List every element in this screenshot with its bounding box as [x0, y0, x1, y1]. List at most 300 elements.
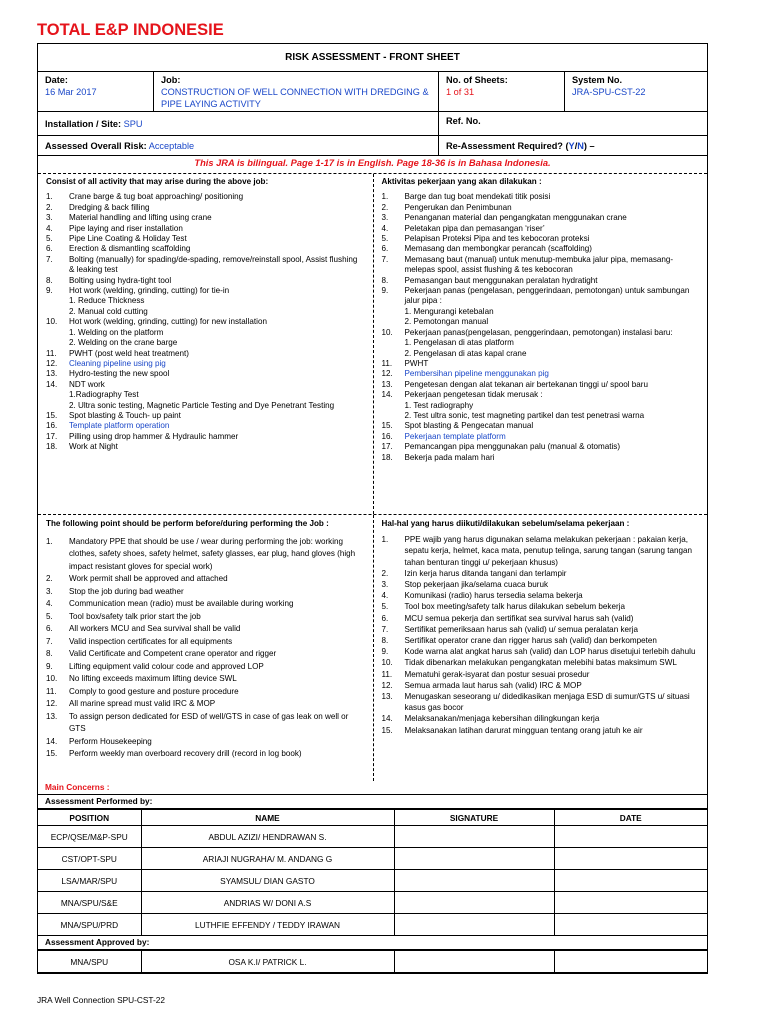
- list-item: [46, 359, 365, 369]
- list-item: [382, 432, 700, 442]
- item-number: 13.: [381, 379, 393, 389]
- activities-id-list: [382, 192, 700, 463]
- item-text: Pemasangan baut menggunakan peralatan hydratight: [404, 275, 598, 285]
- item-text: Spot blasting & Pengecatan manual: [404, 421, 534, 431]
- table-row: [38, 951, 707, 973]
- list-item: [46, 586, 365, 599]
- list-item: [46, 623, 365, 636]
- item-text: PWHT: [404, 358, 429, 368]
- item-text: Bolting (manually) for spading/de-spading, remove/reinstall spool, Assist flushing & leaking test: [69, 254, 358, 275]
- sheet-title: RISK ASSESSMENT - FRONT SHEET: [38, 44, 707, 72]
- item-number: 7.: [381, 254, 389, 264]
- item-text: Pemancangan pipa menggunakan palu (manual & otomatis): [404, 442, 621, 452]
- item-number: 12.: [381, 680, 393, 690]
- item-number: 15.: [46, 410, 58, 420]
- item-text: Perform weekly man overboard recovery drill (record in log book): [69, 749, 302, 758]
- item-number: 8.: [46, 275, 53, 285]
- reassess-end: ) –: [583, 141, 595, 151]
- date-cell: [554, 892, 707, 914]
- item-text: NDT work: [69, 379, 105, 389]
- reassess-no: N: [577, 141, 584, 151]
- item-text: Template platform operation: [69, 421, 170, 431]
- list-item: [382, 390, 700, 400]
- name-cell: OSA K.I/ PATRICK L.: [141, 951, 394, 973]
- item-number: 15.: [381, 421, 393, 431]
- precautions-en-heading: The following point should be perform before/during performing the Job :: [46, 519, 329, 528]
- list-item: [46, 673, 365, 686]
- item-text: PWHT (post weld heat treatment): [69, 348, 189, 358]
- sheets-cell: [438, 72, 564, 111]
- item-number: 15.: [381, 725, 393, 735]
- date-cell: [554, 951, 707, 973]
- position-cell: MNA/SPU/PRD: [38, 914, 141, 936]
- list-item: [382, 380, 700, 390]
- item-text: 2. Test ultra sonic, test magneting partikel dan test penetrasi warna: [404, 410, 645, 420]
- item-text: Valid inspection certificates for all equipments: [69, 636, 233, 646]
- date-value: 16 Mar 2017: [45, 87, 97, 97]
- item-number: 5.: [46, 611, 53, 621]
- table-row: [38, 848, 707, 870]
- list-item: [382, 669, 700, 680]
- list-item: [46, 411, 365, 421]
- item-text: Valid Certificate and Competent crane operator and rigger: [69, 649, 277, 658]
- item-number: 14.: [46, 379, 58, 389]
- table-row: [38, 892, 707, 914]
- list-item: [46, 536, 365, 574]
- sheets-label: No. of Sheets:: [446, 75, 508, 85]
- name-cell: ARIAJI NUGRAHA/ M. ANDANG G: [141, 848, 394, 870]
- activities-en-heading: Consist of all activity that may arise during the above job:: [46, 177, 269, 186]
- position-cell: ECP/QSE/M&P-SPU: [38, 826, 141, 848]
- reassess-yes: Y: [568, 141, 575, 151]
- item-number: 15.: [46, 749, 58, 758]
- list-item: [46, 636, 365, 649]
- name-cell: SYAMSUL/ DIAN GASTO: [141, 870, 394, 892]
- item-text: Comply to good gesture and posture procedure: [69, 686, 239, 696]
- list-item: [46, 244, 365, 254]
- list-item: [46, 369, 365, 379]
- item-number: 10.: [381, 327, 393, 337]
- item-text: Memasang baut (manual) untuk menutup-membuka jalur pipa, memasang-melepas spool, assist flushing & tes kebocoran: [404, 254, 674, 275]
- job-cell: [153, 72, 438, 111]
- item-number: 12.: [46, 358, 58, 368]
- item-number: 8.: [46, 649, 53, 658]
- item-number: 11.: [381, 669, 393, 679]
- position-cell: LSA/MAR/SPU: [38, 870, 141, 892]
- item-number: 5.: [381, 234, 389, 244]
- precautions-indonesian: [373, 515, 708, 781]
- list-item: [382, 442, 700, 452]
- signature-cell: [394, 951, 554, 973]
- company-name: TOTAL E&P INDONESIE: [37, 21, 224, 39]
- reassess-label: Re-Assessment Required? (: [446, 141, 569, 151]
- assessment-rows: [38, 826, 707, 936]
- list-item: [382, 624, 700, 635]
- list-item: [46, 390, 365, 400]
- item-text: 1. Pengelasan di atas platform: [404, 338, 514, 348]
- list-item: [382, 601, 700, 612]
- activities-id-heading: Aktivitas pekerjaan yang akan dilakukan :: [381, 177, 542, 186]
- ref-label: Ref. No.: [446, 116, 481, 126]
- list-item: [382, 635, 700, 646]
- position-cell: MNA/SPU: [38, 951, 141, 973]
- item-number: 10.: [46, 674, 58, 683]
- list-item: [382, 680, 700, 691]
- header-row-1: [38, 72, 707, 112]
- list-item: [46, 736, 365, 749]
- item-number: 13.: [381, 692, 393, 702]
- item-number: 3.: [381, 580, 389, 590]
- list-item: [46, 328, 365, 338]
- list-item: [382, 725, 700, 736]
- list-item: [382, 713, 700, 724]
- item-text: Material handling and lifting using crane: [69, 213, 212, 223]
- activities-indonesian: [373, 174, 708, 514]
- signature-cell: [394, 914, 554, 936]
- item-text: Melaksanakan/menjaga kebersihan dilingkungan kerja: [404, 714, 600, 724]
- item-text: Menugaskan seseorang u/ didedikasikan menjaga ESD di sumur/GTS u/ situasi kasus gas bocor: [404, 692, 690, 713]
- item-text: All marine spread must valid IRC & MOP: [69, 699, 216, 708]
- item-text: 2. Manual cold cutting: [69, 306, 148, 316]
- item-text: Bolting using hydra-tight tool: [69, 275, 172, 285]
- precautions-section: [38, 515, 707, 781]
- name-cell: ANDRIAS W/ DONI A.S: [141, 892, 394, 914]
- list-item: [382, 213, 700, 223]
- item-text: Pekerjaan panas (pengelasan, penggerindaan, pemotongan) untuk sambungan jalur pipa :: [404, 286, 690, 306]
- item-text: Pekerjaan pengetesan tidak merusak :: [404, 390, 543, 400]
- item-text: Pengetesan dengan alat tekanan air bertekanan tinggi u/ spool baru: [404, 379, 648, 389]
- precautions-id-heading: Hal-hal yang harus diikuti/dilakukan sebelum/selama pekerjaan :: [381, 519, 630, 528]
- list-item: [46, 224, 365, 234]
- reassess-separator: /: [574, 141, 578, 151]
- item-text: Hot work (welding, grinding, cutting) for tie-in: [69, 286, 230, 296]
- list-item: [382, 359, 700, 369]
- date-cell: [38, 72, 153, 111]
- item-text: Pengerukan dan Penimbunan: [404, 202, 512, 212]
- list-item: [382, 244, 700, 254]
- item-number: 5.: [381, 602, 389, 612]
- assessment-performed-title: Assessment Performed by:: [38, 795, 707, 809]
- reassess-cell: [438, 136, 707, 155]
- list-item: [382, 453, 700, 463]
- item-text: Izin kerja harus ditanda tangani dan terlampir: [404, 568, 567, 578]
- list-item: [46, 432, 365, 442]
- precautions-en-list: [46, 536, 365, 761]
- list-item: [382, 203, 700, 213]
- item-number: 10.: [46, 317, 58, 327]
- item-number: 1.: [381, 192, 389, 202]
- list-item: [382, 401, 700, 411]
- item-text: 2. Pengelasan di atas kapal crane: [404, 348, 527, 358]
- approval-table: [38, 950, 707, 973]
- system-value: JRA-SPU-CST-22: [572, 87, 646, 97]
- item-text: Hot work (welding, grinding, cutting) for new installation: [69, 317, 267, 327]
- item-number: 5.: [46, 234, 53, 244]
- item-text: Tidak dibenarkan melakukan pengangkatan melebihi batas maksimum SWL: [404, 658, 677, 668]
- item-number: 6.: [46, 244, 53, 254]
- item-number: 17.: [381, 442, 393, 452]
- item-text: 2. Ultra sonic testing, Magnetic Particle Testing and Dye Penetrant Testing: [69, 400, 335, 410]
- list-item: [46, 307, 365, 317]
- list-item: [382, 307, 700, 317]
- assessment-table: [38, 809, 707, 936]
- item-number: 14.: [381, 390, 393, 400]
- list-item: [382, 613, 700, 624]
- item-text: Work permit shall be approved and attached: [69, 574, 228, 583]
- item-number: 10.: [381, 658, 393, 668]
- list-item: [46, 748, 365, 761]
- item-number: 9.: [46, 286, 53, 296]
- item-number: 9.: [381, 647, 389, 657]
- ref-cell: [438, 112, 707, 135]
- list-item: [46, 338, 365, 348]
- item-number: 9.: [46, 661, 53, 671]
- list-item: [46, 296, 365, 306]
- bilingual-note: This JRA is bilingual. Page 1-17 is in English. Page 18-36 is in Bahasa Indonesia.: [38, 156, 707, 174]
- list-item: [46, 421, 365, 431]
- list-item: [382, 421, 700, 431]
- date-cell: [554, 826, 707, 848]
- item-number: 4.: [381, 223, 389, 233]
- item-text: Mandatory PPE that should be use / wear during performing the job: working clothes, safety shoes, safety helmet, safety glasses, ear plug, hand gloves (high impact resistant gloves for special work): [69, 536, 356, 571]
- item-number: 6.: [46, 624, 53, 633]
- header-row-3: [38, 136, 707, 156]
- item-text: Mematuhi gerak-isyarat dan postur sesuai prosedur: [404, 669, 590, 679]
- name-cell: ABDUL AZIZI/ HENDRAWAN S.: [141, 826, 394, 848]
- item-number: 13.: [46, 369, 58, 379]
- item-number: 7.: [46, 254, 53, 264]
- item-text: Kode warna alat angkat harus sah (valid) dan LOP harus disetujui terlebih dahulu: [404, 647, 696, 657]
- header-row-2: [38, 112, 707, 136]
- sheets-value: 1 of 31: [446, 87, 475, 97]
- system-cell: [564, 72, 707, 111]
- item-text: Melaksanakan latihan darurat mingguan tentang orang jatuh ke air: [404, 725, 643, 735]
- list-item: [46, 442, 365, 452]
- list-item: [46, 401, 365, 411]
- item-number: 3.: [46, 213, 53, 223]
- item-text: Cleaning pipeline using pig: [69, 358, 166, 368]
- column-header: POSITION: [38, 810, 141, 826]
- item-text: To assign person dedicated for ESD of well/GTS in case of gas leak on well or GTS: [69, 711, 349, 733]
- document-footer: JRA Well Connection SPU-CST-22: [37, 995, 166, 1005]
- item-text: Peletakan pipa dan pemasangan ‘riser’: [404, 223, 545, 233]
- list-item: [382, 534, 700, 568]
- date-cell: [554, 870, 707, 892]
- item-number: 8.: [381, 636, 389, 646]
- list-item: [46, 698, 365, 711]
- list-item: [46, 192, 365, 202]
- list-item: [382, 255, 700, 276]
- item-text: Pipe Line Coating & Holiday Test: [69, 234, 187, 244]
- list-item: [46, 598, 365, 611]
- list-item: [382, 411, 700, 421]
- list-item: [46, 255, 365, 276]
- list-item: [382, 657, 700, 668]
- item-number: 1.: [46, 192, 53, 202]
- list-item: [382, 328, 700, 338]
- item-text: Pipe laying and riser installation: [69, 223, 183, 233]
- list-item: [46, 686, 365, 699]
- list-item: [46, 286, 365, 296]
- list-item: [46, 213, 365, 223]
- item-number: 3.: [381, 213, 389, 223]
- item-text: 1. Mengurangi ketebalan: [404, 306, 494, 316]
- risk-assessment-sheet: [37, 43, 708, 974]
- installation-cell: [38, 112, 438, 135]
- item-text: Sertifikat operator crane dan rigger harus sah (valid) dan berkompeten: [404, 636, 657, 646]
- item-text: Stop the job during bad weather: [69, 586, 184, 596]
- item-number: 7.: [46, 636, 53, 646]
- item-text: 2. Pemotongan manual: [404, 317, 489, 327]
- table-row: [38, 914, 707, 936]
- table-row: [38, 870, 707, 892]
- item-number: 2.: [381, 202, 389, 212]
- item-number: 16.: [381, 431, 393, 441]
- installation-value: SPU: [123, 119, 143, 129]
- item-text: Tool box/safety talk prior start the job: [69, 611, 201, 621]
- item-text: All workers MCU and Sea survival shall be valid: [69, 624, 241, 633]
- item-text: Pembersihan pipeline menggunakan pig: [404, 369, 549, 379]
- item-text: Tool box meeting/safety talk harus dilakukan sebelum bekerja: [404, 602, 625, 612]
- item-text: Komunikasi (radio) harus tersedia selama bekerja: [404, 591, 583, 601]
- list-item: [382, 691, 700, 713]
- assessment-header-row: [38, 810, 707, 826]
- position-cell: CST/OPT-SPU: [38, 848, 141, 870]
- item-text: Communication mean (radio) must be available during working: [69, 599, 294, 608]
- item-text: Work at Night: [69, 442, 118, 452]
- installation-label: Installation / Site:: [45, 119, 122, 129]
- item-number: 2.: [46, 574, 53, 583]
- item-number: 6.: [381, 613, 389, 623]
- item-text: PPE wajib yang harus digunakan selama melakukan pekerjaan : pakaian kerja, sepatu kerja, helmet, kaca mata, penutup telinga, sarung tangan (sarung tangan tahan benturan tinggi u/ pekerjaan khusus): [404, 535, 693, 567]
- item-number: 9.: [381, 286, 389, 296]
- list-item: [46, 573, 365, 586]
- date-label: Date:: [45, 75, 68, 85]
- activities-english: [38, 174, 373, 514]
- list-item: [382, 369, 700, 379]
- precautions-english: [38, 515, 373, 781]
- item-number: 11.: [46, 348, 57, 358]
- item-text: MCU semua pekerja dan sertifikat sea survival harus sah (valid): [404, 613, 634, 623]
- precautions-id-list: [382, 534, 700, 736]
- item-number: 1.: [46, 536, 53, 546]
- list-item: [46, 276, 365, 286]
- item-text: Pilling using drop hammer & Hydraulic hammer: [69, 431, 239, 441]
- list-item: [382, 568, 700, 579]
- item-number: 12.: [46, 699, 58, 708]
- list-item: [382, 646, 700, 657]
- item-number: 18.: [46, 442, 58, 452]
- item-text: Lifting equipment valid colour code and approved LOP: [69, 661, 264, 671]
- item-text: Stop pekerjaan jika/selama cuaca buruk: [404, 580, 549, 590]
- item-number: 11.: [381, 358, 393, 368]
- item-number: 8.: [381, 275, 389, 285]
- item-number: 4.: [381, 591, 389, 601]
- item-text: Pekerjaan panas(pengelasan, penggerindaan, pemotongan) instalasi baru:: [404, 327, 673, 337]
- assessment-approved-title: Assessment Approved by:: [38, 936, 707, 950]
- item-number: 11.: [46, 686, 57, 696]
- name-cell: LUTHFIE EFFENDY / TEDDY IRAWAN: [141, 914, 394, 936]
- column-header: SIGNATURE: [394, 810, 554, 826]
- risk-cell: [38, 136, 438, 155]
- item-number: 16.: [46, 421, 58, 431]
- item-text: Semua armada laut harus sah (valid) IRC & MOP: [404, 680, 582, 690]
- item-text: Pelapisan Proteksi Pipa and tes kebocoran proteksi: [404, 234, 590, 244]
- item-text: Dredging & back filling: [69, 202, 150, 212]
- list-item: [382, 286, 700, 307]
- item-text: Erection & dismantling scaffolding: [69, 244, 191, 254]
- list-item: [382, 338, 700, 348]
- item-text: 2. Welding on the crane barge: [69, 338, 178, 348]
- list-item: [382, 234, 700, 244]
- item-text: Crane barge & tug boat approaching/ positioning: [69, 192, 244, 202]
- position-cell: MNA/SPU/S&E: [38, 892, 141, 914]
- item-text: Bekerja pada malam hari: [404, 452, 495, 462]
- list-item: [46, 349, 365, 359]
- list-item: [382, 317, 700, 327]
- activities-section: [38, 174, 707, 515]
- list-item: [46, 203, 365, 213]
- item-number: 12.: [381, 369, 393, 379]
- main-concerns: Main Concerns :: [38, 781, 707, 795]
- risk-value: Acceptable: [148, 141, 195, 151]
- item-number: 18.: [381, 452, 393, 462]
- item-text: 1. Welding on the platform: [69, 327, 164, 337]
- item-number: 3.: [46, 586, 53, 596]
- item-text: 1.Radiography Test: [69, 390, 139, 400]
- list-item: [382, 349, 700, 359]
- item-number: 1.: [381, 535, 389, 545]
- list-item: [46, 380, 365, 390]
- list-item: [382, 224, 700, 234]
- item-text: 1. Reduce Thickness: [69, 296, 145, 306]
- list-item: [46, 661, 365, 674]
- item-number: 2.: [46, 202, 53, 212]
- date-cell: [554, 914, 707, 936]
- column-header: NAME: [141, 810, 394, 826]
- table-row: [38, 826, 707, 848]
- item-text: Sertifikat pemeriksaan harus sah (valid) u/ semua peralatan kerja: [404, 624, 638, 634]
- item-number: 4.: [46, 599, 53, 608]
- list-item: [382, 192, 700, 202]
- item-text: Spot blasting & Touch- up paint: [69, 410, 181, 420]
- signature-cell: [394, 848, 554, 870]
- list-item: [46, 234, 365, 244]
- date-cell: [554, 848, 707, 870]
- list-item: [46, 611, 365, 624]
- item-text: No lifting exceeds maximum lifting device SWL: [69, 674, 237, 683]
- item-text: 1. Test radiography: [404, 400, 474, 410]
- activities-en-list: [46, 192, 365, 452]
- item-text: Pekerjaan template platform: [404, 431, 506, 441]
- list-item: [46, 711, 365, 736]
- job-label: Job:: [161, 75, 181, 85]
- list-item: [46, 317, 365, 327]
- signature-cell: [394, 892, 554, 914]
- list-item: [382, 276, 700, 286]
- item-text: Memasang dan membongkar perancah (scaffolding): [404, 244, 592, 254]
- item-number: 7.: [381, 624, 389, 634]
- item-number: 13.: [46, 711, 58, 721]
- list-item: [382, 590, 700, 601]
- item-text: Penanganan material dan pengangkatan menggunakan crane: [404, 213, 627, 223]
- item-number: 14.: [381, 714, 393, 724]
- list-item: [46, 648, 365, 661]
- item-number: 4.: [46, 223, 53, 233]
- item-text: Hydro-testing the new spool: [69, 369, 170, 379]
- approval-rows: [38, 951, 707, 973]
- risk-label: Assessed Overall Risk:: [45, 141, 147, 151]
